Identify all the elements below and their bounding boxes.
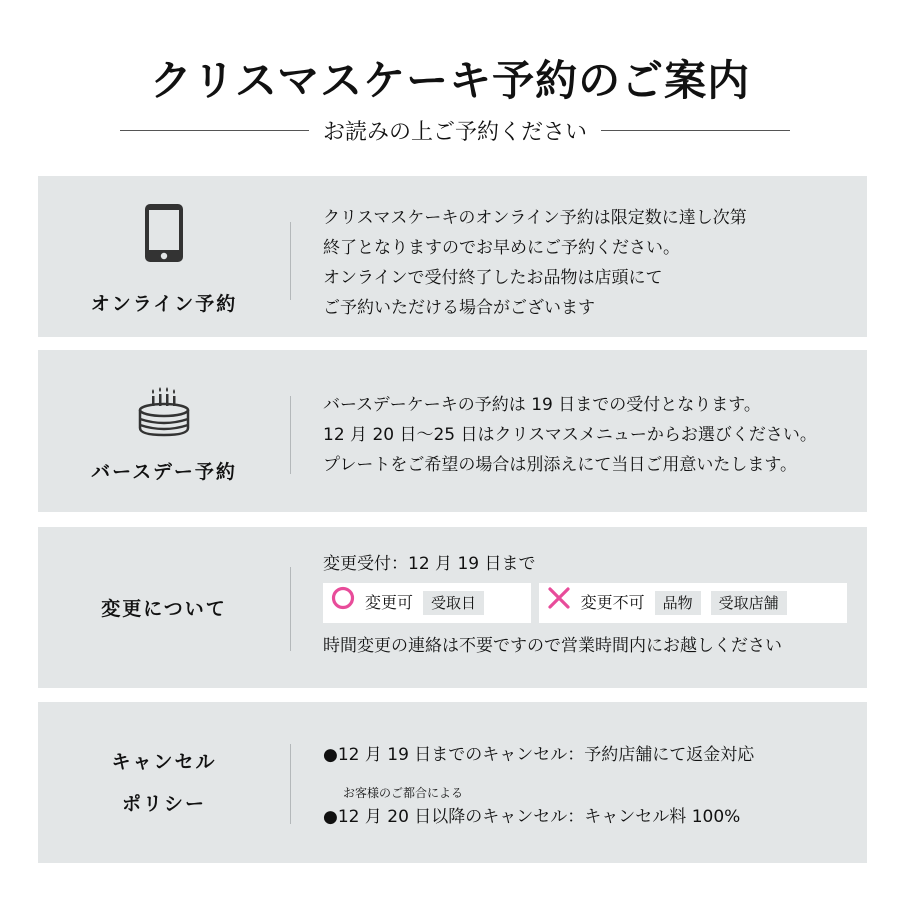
cancel-policy-label [111,741,216,825]
online-reservation-card [38,176,867,337]
online-reservation-label-col [38,176,290,337]
text-line: クリスマスケーキのオンライン予約は限定数に達し次第 [323,208,747,228]
text-line: オンラインで受付終了したお品物は店頭にて [323,268,663,288]
not-changeable-tag: 品物 [655,591,701,615]
card-divider [290,222,291,300]
cancel-bullet: ●12 月 20 日以降のキャンセル：キャンセル料 100% [323,807,741,827]
changes-label: 変更について [101,598,227,620]
online-reservation-label: オンライン予約 [90,293,238,315]
change-note: 時間変更の連絡は不要ですので営業時間内にお越しください [323,636,782,656]
changeable-tag: 受取日 [423,591,484,615]
changes-card [38,527,867,688]
circle-icon [331,586,355,620]
birthday-cake-icon [136,383,192,443]
cancel-policy-label-col [38,702,290,863]
cancel-policy-label-line2: ポリシー [121,792,206,815]
subtitle-rule-right [601,130,790,131]
birthday-reservation-card [38,350,867,512]
changeable-text: 変更可 [365,593,414,612]
cancel-policy-card [38,702,867,863]
changes-label-col [38,527,290,688]
page-title: クリスマスケーキ予約のご案内 [149,56,751,105]
text-line: 12 月 20 日〜25 日はクリスマスメニューからお選びください。 [323,425,817,445]
subtitle-row [120,114,790,146]
card-divider [290,744,291,824]
change-deadline: 変更受付：12 月 19 日まで [323,554,536,574]
cancel-policy-label-line1: キャンセル [111,750,217,773]
changes-text [323,549,847,661]
birthday-reservation-label-col [38,350,290,512]
card-divider [290,567,291,651]
not-changeable-box [539,583,847,623]
change-boxes [323,583,847,623]
cancel-small-note: お客様のご都合による [343,786,464,800]
subtitle-rule-left [120,130,309,131]
not-changeable-tag: 受取店舗 [711,591,787,615]
online-reservation-text [323,203,847,323]
changeable-box [323,583,531,623]
page-subtitle: お読みの上ご予約ください [323,119,588,145]
birthday-reservation-text [323,390,847,480]
not-changeable-text: 変更不可 [580,593,645,612]
text-line: ご予約いただける場合がございます [323,298,595,318]
cross-icon [547,586,571,620]
birthday-reservation-label: バースデー予約 [91,460,237,483]
text-line: バースデーケーキの予約は 19 日までの受付となります。 [323,395,761,415]
text-line: プレートをご希望の場合は別添えにて当日ご用意いたします。 [323,455,797,475]
cancel-policy-text [323,740,847,832]
smartphone-icon [144,203,184,267]
cancel-bullet: ●12 月 19 日までのキャンセル：予約店舗にて返金対応 [323,745,755,765]
card-divider [290,396,291,474]
text-line: 終了となりますのでお早めにご予約ください。 [323,238,680,258]
